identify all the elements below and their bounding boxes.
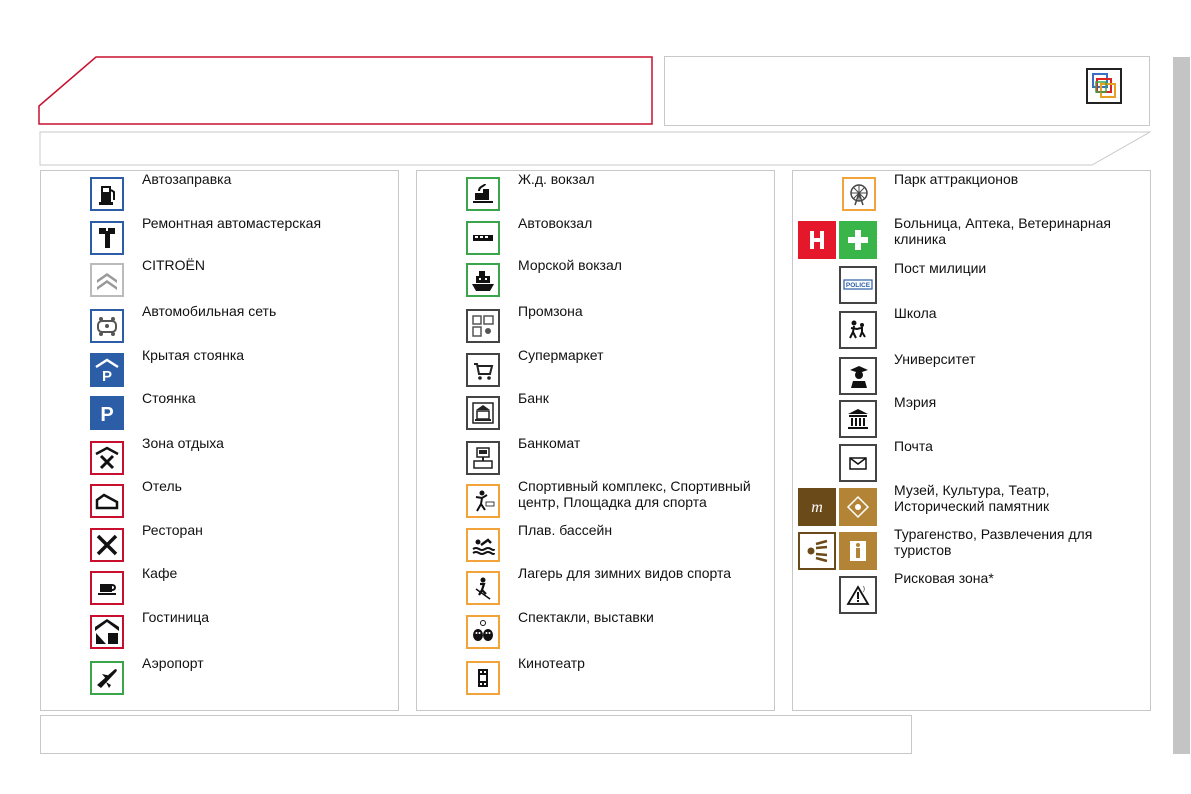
list-item-label: Стоянка bbox=[142, 390, 196, 406]
list-item-label: Кафе bbox=[142, 565, 178, 581]
list-item bbox=[41, 522, 398, 568]
restaurant-icon bbox=[90, 528, 124, 562]
list-item-label: Гостиница bbox=[142, 609, 210, 625]
list-item bbox=[793, 351, 1150, 397]
swimming-pool-icon bbox=[466, 528, 500, 562]
list-item-label: Отель bbox=[142, 478, 182, 494]
list-item bbox=[41, 303, 398, 349]
tourist-info-icon bbox=[839, 532, 877, 570]
hospital-icon bbox=[798, 221, 836, 259]
svg-text:P: P bbox=[101, 368, 113, 383]
list-item-label: CITROËN bbox=[142, 257, 205, 273]
list-item-label: Турагенство, Развлечения для туристов bbox=[894, 526, 1093, 558]
airport-plane-icon bbox=[90, 661, 124, 695]
inn-icon bbox=[90, 615, 124, 649]
list-item-label: Аэропорт bbox=[142, 655, 204, 671]
wrench-icon bbox=[90, 221, 124, 255]
list-item-label: Спортивный комплекс, Спортивный центр, Площадка для спорта bbox=[518, 478, 751, 510]
list-item bbox=[41, 565, 398, 611]
list-item-label: Школа bbox=[894, 305, 937, 321]
list-item bbox=[417, 171, 774, 217]
list-item bbox=[793, 305, 1150, 351]
subheader-bar bbox=[39, 131, 1151, 166]
list-item-label: Ремонтная автомастерская bbox=[142, 215, 322, 231]
university-graduate-icon bbox=[839, 357, 877, 395]
list-item bbox=[41, 609, 398, 655]
historic-monument-icon bbox=[839, 488, 877, 526]
bus-station-icon bbox=[466, 221, 500, 255]
cinema-film-icon bbox=[466, 661, 500, 695]
list-item-label: Крытая стоянка bbox=[142, 347, 245, 363]
shopping-cart-icon bbox=[466, 353, 500, 387]
ferry-terminal-icon bbox=[466, 263, 500, 297]
list-item-label: Больница, Аптека, Ветеринарная клиника bbox=[894, 215, 1111, 247]
list-item bbox=[41, 257, 398, 303]
hotel-bed-icon bbox=[90, 484, 124, 518]
list-item-label: Плав. бассейн bbox=[518, 522, 613, 538]
list-item-label: Ж.д. вокзал bbox=[518, 171, 595, 187]
list-item bbox=[41, 478, 398, 524]
list-item bbox=[793, 570, 1150, 616]
industrial-zone-icon bbox=[466, 309, 500, 343]
list-item bbox=[793, 482, 1150, 528]
atm-icon bbox=[466, 441, 500, 475]
ferris-wheel-icon bbox=[842, 177, 876, 211]
list-item-label: Лагерь для зимних видов спорта bbox=[518, 565, 732, 581]
museum-icon-text: m bbox=[811, 499, 823, 516]
list-item bbox=[793, 394, 1150, 440]
police-icon-text: POLICE bbox=[845, 282, 871, 289]
list-item bbox=[41, 655, 398, 701]
list-item bbox=[793, 171, 1150, 217]
ski-icon bbox=[466, 571, 500, 605]
museum-icon bbox=[798, 488, 836, 526]
legend-column-3 bbox=[792, 170, 1151, 711]
list-item bbox=[41, 390, 398, 436]
town-hall-icon bbox=[839, 400, 877, 438]
legend-column-2 bbox=[416, 170, 775, 711]
fuel-pump-icon bbox=[90, 177, 124, 211]
list-item bbox=[417, 303, 774, 349]
list-item bbox=[417, 257, 774, 303]
list-item bbox=[417, 435, 774, 481]
list-item-label: Ресторан bbox=[142, 522, 203, 538]
list-item bbox=[41, 435, 398, 481]
list-item-label: Кинотеатр bbox=[518, 655, 585, 671]
list-item-label: Зона отдыха bbox=[142, 435, 224, 451]
page-title-box bbox=[38, 56, 654, 126]
covered-parking-icon bbox=[90, 353, 124, 387]
parking-icon bbox=[90, 396, 124, 430]
svg-text:P: P bbox=[100, 404, 114, 426]
pharmacy-cross-icon bbox=[839, 221, 877, 259]
list-item bbox=[41, 171, 398, 217]
list-item bbox=[793, 215, 1150, 261]
list-item-label: Супермаркет bbox=[518, 347, 604, 363]
sport-icon bbox=[466, 484, 500, 518]
footer-note-box bbox=[40, 715, 912, 754]
list-item bbox=[41, 215, 398, 261]
list-item bbox=[417, 478, 774, 524]
list-item-label: Банкомат bbox=[518, 435, 581, 451]
tourist-sun-icon bbox=[798, 532, 836, 570]
title-frame bbox=[38, 56, 654, 126]
list-item-label: Автозаправка bbox=[142, 171, 232, 187]
list-item bbox=[417, 565, 774, 611]
header-right-box bbox=[664, 56, 1150, 126]
list-item bbox=[417, 215, 774, 261]
list-item-label: Промзона bbox=[518, 303, 583, 319]
rest-area-icon bbox=[90, 441, 124, 475]
school-children-icon bbox=[839, 311, 877, 349]
cafe-cup-icon bbox=[90, 571, 124, 605]
list-item-label: Автомобильная сеть bbox=[142, 303, 277, 319]
page-scrollbar[interactable] bbox=[1173, 57, 1190, 754]
list-item bbox=[417, 655, 774, 701]
list-item-label: Музей, Культура, Театр, Исторический памятник bbox=[894, 482, 1050, 514]
list-item-label: Почта bbox=[894, 438, 933, 454]
danger-zone-icon bbox=[839, 576, 877, 614]
list-item bbox=[417, 347, 774, 393]
list-item-label: Автовокзал bbox=[518, 215, 593, 231]
citroen-chevrons-icon bbox=[90, 263, 124, 297]
post-envelope-icon bbox=[839, 444, 877, 482]
list-item bbox=[793, 438, 1150, 484]
list-item bbox=[417, 390, 774, 436]
list-item-label: Парк аттракционов bbox=[894, 171, 1019, 187]
list-item-label: Университет bbox=[894, 351, 976, 367]
legend-column-1 bbox=[40, 170, 399, 711]
bank-icon bbox=[466, 396, 500, 430]
list-item bbox=[793, 526, 1150, 572]
list-item-label: Спектакли, выставки bbox=[518, 609, 654, 625]
theatre-masks-icon bbox=[466, 615, 500, 649]
list-item bbox=[41, 347, 398, 393]
overlapping-squares-icon[interactable] bbox=[1086, 68, 1122, 104]
list-item bbox=[417, 522, 774, 568]
train-station-icon bbox=[466, 177, 500, 211]
list-item-label: Пост милиции bbox=[894, 260, 987, 276]
police-icon bbox=[839, 266, 877, 304]
list-item-label: Банк bbox=[518, 390, 549, 406]
list-item-label: Мэрия bbox=[894, 394, 937, 410]
list-item bbox=[417, 609, 774, 655]
list-item bbox=[793, 260, 1150, 306]
list-item-label: Рисковая зона* bbox=[894, 570, 994, 586]
car-network-icon bbox=[90, 309, 124, 343]
list-item-label: Морской вокзал bbox=[518, 257, 622, 273]
